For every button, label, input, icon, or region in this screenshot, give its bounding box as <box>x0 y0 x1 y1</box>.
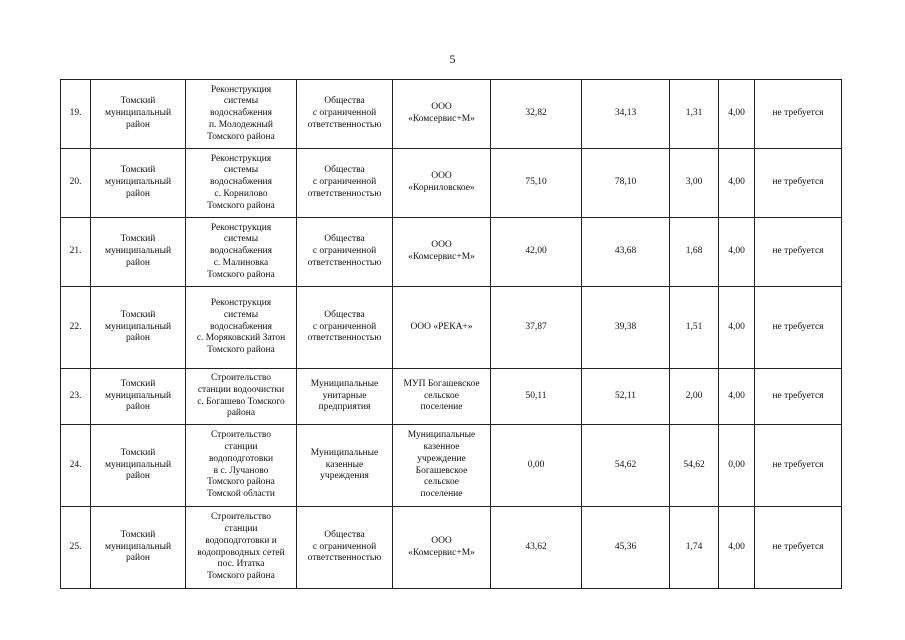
operator-line: «Комсервис+М» <box>408 114 475 124</box>
project-line: Реконструкция <box>210 84 272 95</box>
value-3-cell: 1,68 <box>670 218 719 287</box>
table-row <box>61 425 842 507</box>
district-line: район <box>126 119 150 130</box>
org-form-line: Общества <box>324 165 365 176</box>
district-line: муниципальный <box>104 390 172 401</box>
district-line: район <box>126 333 150 344</box>
table-row <box>61 149 842 218</box>
value-2-cell: 39,38 <box>582 287 670 369</box>
district-line: Томский <box>120 309 156 320</box>
value-2-cell: 45,36 <box>582 507 670 589</box>
operator-line: ООО <box>431 240 452 251</box>
value-4-cell: 4,00 <box>719 507 755 589</box>
project-line: системы <box>223 165 259 176</box>
value-1-cell: 37,87 <box>491 287 582 369</box>
org-form-line: Общества <box>324 309 365 320</box>
operator-line: Богашевское <box>415 465 468 476</box>
value-3-cell: 2,00 <box>670 369 719 425</box>
value-1-cell: 32,82 <box>491 80 582 149</box>
row-number-cell: 19. <box>61 80 91 149</box>
district-line: Томский <box>120 234 156 245</box>
district-line: Томский <box>120 165 156 176</box>
project-line: Томского района <box>207 200 275 211</box>
operator-line: «Комсервис+М» <box>408 252 475 262</box>
project-line: водоподготовки <box>208 453 274 464</box>
project-cell <box>186 425 297 507</box>
operator-line: ООО «РЕКА+» <box>410 321 473 332</box>
project-line: с. Малиновка <box>213 257 269 268</box>
value-2-cell: 43,68 <box>582 218 670 287</box>
org-form-cell <box>297 80 393 149</box>
project-line: Томского района <box>207 345 275 356</box>
operator-line: казенное <box>423 441 460 452</box>
project-line: водопроводных сетей <box>197 547 285 558</box>
value-1-cell: 0,00 <box>491 425 582 507</box>
project-cell <box>186 369 297 425</box>
org-form-cell <box>297 149 393 218</box>
project-line: с. Богашево Томского <box>197 396 285 407</box>
project-cell <box>186 507 297 589</box>
note-cell: не требуется <box>755 149 842 218</box>
district-line: муниципальный <box>104 459 172 470</box>
org-form-cell <box>297 425 393 507</box>
row-number-cell: 22. <box>61 287 91 369</box>
org-form-line: ответственностью <box>307 257 382 268</box>
org-form-line: с ограниченной <box>312 321 377 332</box>
district-line: муниципальный <box>104 177 172 188</box>
project-line: водоснабжения <box>209 177 273 188</box>
operator-line: сельское <box>423 477 460 488</box>
district-line: район <box>126 257 150 268</box>
project-line: Томского района <box>207 131 275 142</box>
district-cell <box>91 218 186 287</box>
district-line: район <box>126 471 150 482</box>
district-line: муниципальный <box>104 246 172 257</box>
project-line: п. Молодежный <box>208 119 274 130</box>
project-line: водоснабжения <box>209 108 273 119</box>
project-cell <box>186 149 297 218</box>
operator-cell <box>393 425 491 507</box>
note-cell: не требуется <box>755 80 842 149</box>
table-row <box>61 369 842 425</box>
project-cell <box>186 287 297 369</box>
project-line: в с. Лучаново <box>213 465 269 476</box>
note-cell: не требуется <box>755 507 842 589</box>
operator-line: Муниципальные <box>407 430 476 441</box>
district-cell <box>91 80 186 149</box>
operator-cell <box>393 149 491 218</box>
operator-line: поселение <box>420 489 463 500</box>
project-line: водоснабжения <box>209 321 273 332</box>
district-cell <box>91 287 186 369</box>
operator-line: ООО <box>431 535 452 546</box>
value-4-cell: 4,00 <box>719 218 755 287</box>
value-4-cell: 4,00 <box>719 287 755 369</box>
district-cell <box>91 369 186 425</box>
value-4-cell: 4,00 <box>719 80 755 149</box>
table-row <box>61 287 842 369</box>
operator-line: ООО <box>431 171 452 182</box>
value-3-cell: 1,51 <box>670 287 719 369</box>
project-line: Строительство <box>210 512 272 523</box>
org-form-line: ответственностью <box>307 188 382 199</box>
org-form-cell <box>297 507 393 589</box>
project-line: Строительство <box>210 430 272 441</box>
operator-line: учреждение <box>417 453 466 464</box>
project-line: с. Корнилово <box>214 188 268 199</box>
district-line: район <box>126 553 150 564</box>
project-line: системы <box>223 96 259 107</box>
operator-line: сельское <box>423 390 460 401</box>
row-number-cell: 24. <box>61 425 91 507</box>
data-table <box>60 79 842 589</box>
org-form-line: с ограниченной <box>312 541 377 552</box>
table-row <box>61 507 842 589</box>
value-2-cell: 54,62 <box>582 425 670 507</box>
project-line: Томского района <box>207 571 275 582</box>
value-4-cell: 4,00 <box>719 369 755 425</box>
value-4-cell: 0,00 <box>719 425 755 507</box>
table-row <box>61 218 842 287</box>
org-form-line: казенные <box>325 459 364 470</box>
org-form-line: учреждения <box>320 471 369 482</box>
row-number-cell: 25. <box>61 507 91 589</box>
org-form-cell <box>297 369 393 425</box>
page-number: 5 <box>449 52 456 66</box>
district-line: муниципальный <box>104 541 172 552</box>
org-form-line: Муниципальные <box>310 447 379 458</box>
row-number-cell: 20. <box>61 149 91 218</box>
value-1-cell: 75,10 <box>491 149 582 218</box>
note-cell: не требуется <box>755 218 842 287</box>
org-form-line: унитарные <box>322 390 367 401</box>
operator-cell <box>393 218 491 287</box>
note-cell: не требуется <box>755 425 842 507</box>
district-line: Томский <box>120 378 156 389</box>
org-form-line: с ограниченной <box>312 246 377 257</box>
project-line: Реконструкция <box>210 153 272 164</box>
value-1-cell: 50,11 <box>491 369 582 425</box>
operator-line: поселение <box>420 402 463 413</box>
project-line: Томского района <box>207 477 275 488</box>
operator-line: МУП Богашевское <box>403 378 480 389</box>
org-form-line: ответственностью <box>307 553 382 564</box>
value-3-cell: 3,00 <box>670 149 719 218</box>
district-line: район <box>126 402 150 413</box>
row-number-cell: 21. <box>61 218 91 287</box>
org-form-cell <box>297 287 393 369</box>
row-number-cell: 23. <box>61 369 91 425</box>
operator-line: ООО <box>431 102 452 113</box>
district-line: Томский <box>120 96 156 107</box>
org-form-line: с ограниченной <box>312 108 377 119</box>
project-line: станции <box>224 523 258 534</box>
org-form-line: ответственностью <box>307 119 382 130</box>
project-line: с. Моряковский Затон <box>196 333 286 344</box>
org-form-line: ответственностью <box>307 333 382 344</box>
project-line: водоподготовки и <box>205 535 277 546</box>
org-form-cell <box>297 218 393 287</box>
operator-cell <box>393 80 491 149</box>
value-2-cell: 78,10 <box>582 149 670 218</box>
value-1-cell: 43,62 <box>491 507 582 589</box>
project-line: Томского района <box>207 269 275 280</box>
project-cell <box>186 80 297 149</box>
value-4-cell: 4,00 <box>719 149 755 218</box>
project-line: пос. Итатка <box>217 559 265 570</box>
org-form-line: Общества <box>324 96 365 107</box>
operator-cell <box>393 287 491 369</box>
org-form-line: Общества <box>324 234 365 245</box>
project-line: района <box>226 408 256 419</box>
district-cell <box>91 425 186 507</box>
project-cell <box>186 218 297 287</box>
project-line: Реконструкция <box>210 298 272 308</box>
district-line: муниципальный <box>104 108 172 119</box>
org-form-line: Муниципальные <box>310 378 379 389</box>
project-line: системы <box>223 234 259 245</box>
district-line: Томский <box>120 529 156 540</box>
operator-line: «Комсервис+М» <box>408 547 475 558</box>
org-form-line: с ограниченной <box>312 177 377 188</box>
operator-cell <box>393 369 491 425</box>
project-line: водоснабжения <box>209 246 273 257</box>
district-line: муниципальный <box>104 321 172 332</box>
project-line: Реконструкция <box>210 222 272 233</box>
note-cell: не требуется <box>755 369 842 425</box>
project-line: Строительство <box>210 372 272 383</box>
table-row <box>61 80 842 149</box>
project-line: системы <box>223 309 259 320</box>
value-3-cell: 1,74 <box>670 507 719 589</box>
note-cell: не требуется <box>755 287 842 369</box>
district-line: Томский <box>120 447 156 458</box>
value-3-cell: 1,31 <box>670 80 719 149</box>
operator-line: «Корниловское» <box>408 183 475 193</box>
value-1-cell: 42,00 <box>491 218 582 287</box>
org-form-line: Общества <box>324 529 365 540</box>
value-2-cell: 34,13 <box>582 80 670 149</box>
value-3-cell: 54,62 <box>670 425 719 507</box>
district-cell <box>91 149 186 218</box>
project-line: станции <box>224 441 258 452</box>
org-form-line: предприятия <box>318 402 371 413</box>
project-line: Томской области <box>207 489 275 500</box>
district-line: район <box>126 188 150 199</box>
value-2-cell: 52,11 <box>582 369 670 425</box>
operator-cell <box>393 507 491 589</box>
project-line: станции водоочистки <box>197 384 285 395</box>
table-body <box>61 80 842 589</box>
district-cell <box>91 507 186 589</box>
